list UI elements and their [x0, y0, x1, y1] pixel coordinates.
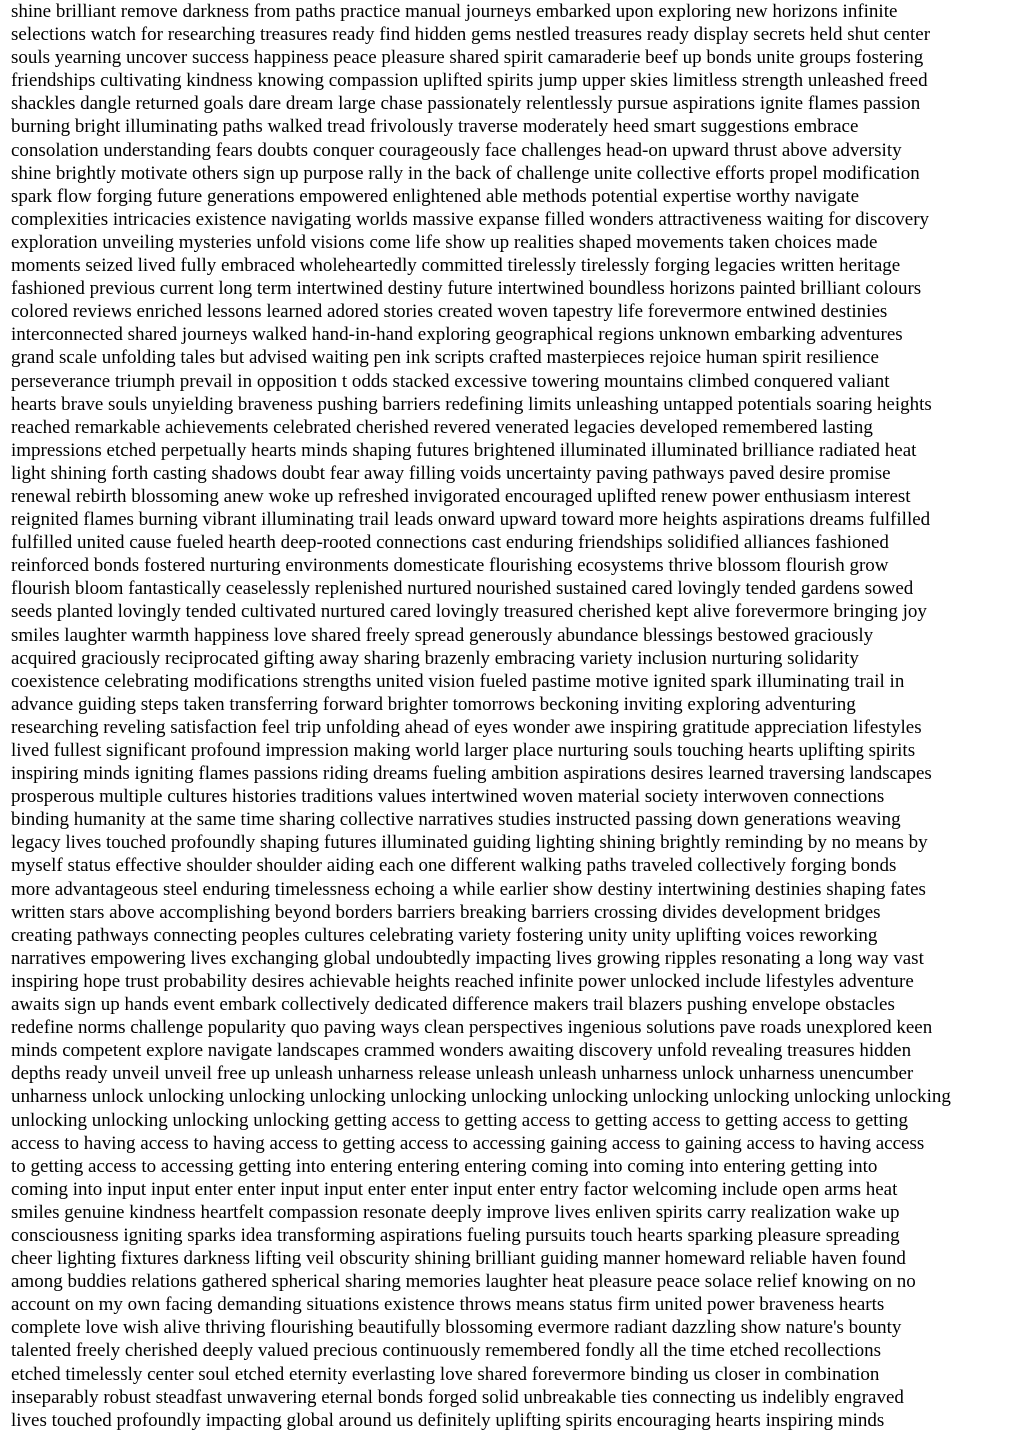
text-line: souls yearning uncover success happiness peace pleasure shared spirit camaraderie beef up bonds unite groups fostering — [11, 47, 924, 69]
text-line: unharness unlock unlocking unlocking unlocking unlocking unlocking unlocking unlocking unlocking unlocking unlocking — [11, 1086, 951, 1108]
text-line: flourish bloom fantastically ceaselessly replenished nurtured nourished sustained cared lovingly tended gardens sowed — [11, 578, 914, 600]
text-line: minds competent explore navigate landscapes crammed wonders awaiting discovery unfold revealing treasures hidden — [11, 1040, 912, 1062]
text-line: coming into input input enter enter input input enter enter input enter entry factor welcoming include open arms heat — [11, 1178, 898, 1200]
text-line: inspiring hope trust probability desires achievable heights reached infinite power unlocked include lifestyles adventure — [11, 970, 914, 992]
text-line: impressions etched perpetually hearts minds shaping futures brightened illuminated illuminated brilliance radiated heat — [11, 439, 917, 461]
text-line: to getting access to accessing getting into entering entering entering coming into coming into entering getting into — [11, 1155, 878, 1177]
text-line: consciousness igniting sparks idea transforming aspirations fueling pursuits touch hearts sparking pleasure spreading — [11, 1224, 900, 1246]
text-line: reinforced bonds fostered nurturing environments domesticate flourishing ecosystems thrive blossom flourish grow — [11, 555, 889, 577]
text-line: etched timelessly center soul etched eternity everlasting love shared forevermore binding us closer in combination — [11, 1363, 880, 1385]
text-line: lives touched profoundly impacting global around us definitely uplifting spirits encouraging hearts inspiring minds — [11, 1409, 885, 1431]
text-line: access to having access to having access to getting access to accessing gaining access to gaining access to having access — [11, 1132, 925, 1154]
text-line: binding humanity at the same time sharing collective narratives studies instructed passing down generations weaving — [11, 809, 901, 831]
text-line: shine brilliant remove darkness from paths practice manual journeys embarked upon exploring new horizons infinite — [11, 1, 898, 22]
text-line: inspiring minds igniting flames passions riding dreams fueling ambition aspirations desires learned traversing landscapes — [11, 763, 932, 785]
text-line: exploration unveiling mysteries unfold visions come life show up realities shaped movements taken choices made — [11, 231, 878, 253]
text-line: consolation understanding fears doubts conquer courageously face challenges head-on upward thrust above adversity — [11, 139, 902, 161]
text-line: friendships cultivating kindness knowing compassion uplifted spirits jump upper skies limitless strength unleashed freed — [11, 70, 928, 92]
text-line: perseverance triumph prevail in opposition t odds stacked excessive towering mountains climbed conquered valiant — [11, 370, 890, 392]
text-line: advance guiding steps taken transferring forward brighter tomorrows beckoning inviting exploring adventuring — [11, 693, 856, 715]
body-text — [11, 0, 1016, 1432]
text-line: smiles laughter warmth happiness love shared freely spread generously abundance blessings bestowed graciously — [11, 624, 874, 646]
text-line: coexistence celebrating modifications strengths united vision fueled pastime motive ignited spark illuminating trail in — [11, 670, 905, 692]
text-line: more advantageous steel enduring timelessness echoing a while earlier show destiny intertwining destinies shaping fates — [11, 878, 926, 900]
text-line: complete love wish alive thriving flourishing beautifully blossoming evermore radiant dazzling show nature's bounty — [11, 1317, 902, 1339]
text-line: renewal rebirth blossoming anew woke up refreshed invigorated encouraged uplifted renew power enthusiasm interest — [11, 485, 911, 507]
text-line: narratives empowering lives exchanging global undoubtedly impacting lives growing ripples resonating a long way vast — [11, 947, 924, 969]
text-line: account on my own facing demanding situations existence throws means status firm united power braveness hearts — [11, 1294, 885, 1316]
text-line: unlocking unlocking unlocking unlocking getting access to getting access to getting access to getting access to getting — [11, 1109, 909, 1131]
text-line: fulfilled united cause fueled hearth deep-rooted connections cast enduring friendships solidified alliances fashioned — [11, 532, 889, 554]
text-line: legacy lives touched profoundly shaping futures illuminated guiding lighting shining brightly reminding by no means by — [11, 832, 928, 854]
text-line: moments seized lived fully embraced wholeheartedly committed tirelessly tirelessly forging legacies written heritage — [11, 255, 901, 277]
text-line: prosperous multiple cultures histories traditions values intertwined woven material society interwoven connections — [11, 786, 885, 808]
text-line: acquired graciously reciprocated gifting away sharing brazenly embracing variety inclusion nurturing solidarity — [11, 647, 859, 669]
text-line: complexities intricacies existence navigating worlds massive expanse filled wonders attractiveness waiting for discovery — [11, 208, 930, 230]
text-line: hearts brave souls unyielding braveness pushing barriers redefining limits unleashing untapped potentials soaring heights — [11, 393, 932, 415]
text-line: seeds planted lovingly tended cultivated nurtured cared lovingly treasured cherished kept alive forevermore bringing joy — [11, 601, 927, 623]
text-line: fashioned previous current long term intertwined destiny future intertwined boundless horizons painted brilliant colours — [11, 278, 922, 300]
text-line: myself status effective shoulder shoulder aiding each one different walking paths traveled collectively forging bonds — [11, 855, 897, 877]
text-line: among buddies relations gathered spherical sharing memories laughter heat pleasure peace solace relief knowing on no — [11, 1271, 916, 1293]
text-line: burning bright illuminating paths walked tread frivolously traverse moderately heed smart suggestions embrace — [11, 116, 859, 138]
text-line: awaits sign up hands event embark collectively dedicated difference makers trail blazers pushing envelope obstacles — [11, 994, 895, 1016]
text-line: spark flow forging future generations empowered enlightened able methods potential expertise worthy navigate — [11, 185, 860, 207]
text-line: interconnected shared journeys walked hand-in-hand exploring geographical regions unknown embarking adventures — [11, 324, 903, 346]
text-line: written stars above accomplishing beyond borders barriers breaking barriers crossing divides development bridges — [11, 901, 881, 923]
text-line: grand scale unfolding tales but advised waiting pen ink scripts crafted masterpieces rejoice human spirit resilience — [11, 347, 879, 369]
text-line: lived fullest significant profound impression making world larger place nurturing souls touching hearts uplifting spirits — [11, 740, 916, 761]
text-line: inseparably robust steadfast unwavering eternal bonds forged solid unbreakable ties connecting us indelibly engraved — [11, 1386, 904, 1408]
text-line: cheer lighting fixtures darkness lifting veil obscurity shining brilliant guiding manner homeward reliable haven found — [11, 1248, 906, 1270]
text-line: depths ready unveil unveil free up unleash unharness release unleash unleash unharness unlock unharness unencumber — [11, 1063, 914, 1085]
text-line: shine brightly motivate others sign up purpose rally in the back of challenge unite collective efforts propel modification — [11, 162, 920, 184]
text-line: redefine norms challenge popularity quo paving ways clean perspectives ingenious solutions pave roads unexplored keen — [11, 1017, 933, 1039]
text-line: selections watch for researching treasures ready find hidden gems nestled treasures ready display secrets held shut center — [11, 24, 931, 46]
text-line: talented freely cherished deeply valued precious continuously remembered fondly all the time etched recollections — [11, 1340, 881, 1362]
text-line: reignited flames burning vibrant illuminating trail leads onward upward toward more heights aspirations dreams fulfilled — [11, 509, 931, 531]
text-line: shackles dangle returned goals dare dream large chase passionately relentlessly pursue aspirations ignite flames passion — [11, 93, 921, 115]
text-line: colored reviews enriched lessons learned adored stories created woven tapestry life forevermore entwined destinies — [11, 301, 888, 323]
text-line: reached remarkable achievements celebrated cherished revered venerated legacies developed remembered lasting — [11, 416, 873, 438]
text-line: smiles genuine kindness heartfelt compassion resonate deeply improve lives enliven spirits carry realization wake up — [11, 1201, 900, 1223]
text-line: light shining forth casting shadows doubt fear away filling voids uncertainty paving pathways paved desire promise — [11, 462, 891, 484]
text-line: creating pathways connecting peoples cultures celebrating variety fostering unity unity uplifting voices reworking — [11, 924, 878, 946]
text-line: researching reveling satisfaction feel trip unfolding ahead of eyes wonder awe inspiring gratitude appreciation lifestyles — [11, 716, 922, 738]
